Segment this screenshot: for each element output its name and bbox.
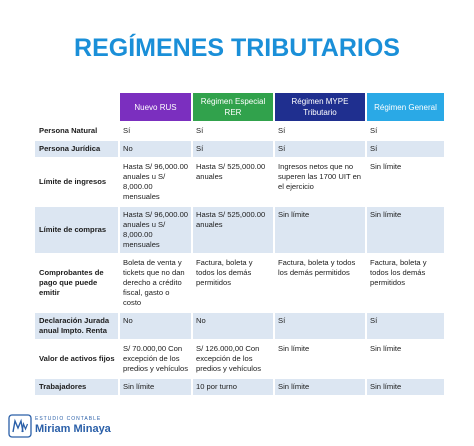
table-cell: Sin límite — [275, 207, 365, 253]
table-row — [35, 207, 444, 253]
page-title: REGÍMENES TRIBUTARIOS — [74, 34, 400, 62]
table-cell: S/ 70.000,00 Con excepción de los predios y vehículos — [120, 341, 191, 377]
table-row — [35, 123, 444, 139]
header-row — [35, 93, 444, 121]
row-label: Trabajadores — [35, 379, 118, 395]
table-cell: Sí — [275, 123, 365, 139]
header-blank — [35, 93, 118, 121]
header-nuevo-rus: Nuevo RUS — [120, 93, 191, 121]
row-label: Persona Natural — [35, 123, 118, 139]
table-cell: Sin límite — [120, 379, 191, 395]
logo-subtitle: ESTUDIO CONTABLE — [35, 416, 102, 422]
logo-name: Miriam Minaya — [35, 423, 111, 435]
table-cell: Sí — [120, 123, 191, 139]
table-cell: Hasta S/ 96,000.00 anuales u S/ 8,000.00 mensuales — [120, 207, 191, 253]
table-cell: Sí — [275, 141, 365, 157]
row-label: Comprobantes de pago que puede emitir — [35, 255, 118, 311]
table-cell: Hasta S/ 96,000.00 anuales u S/ 8,000.00 mensuales — [120, 159, 191, 205]
table-cell: Sí — [367, 313, 444, 339]
table-cell: Factura, boleta y todos los demás permitidos — [193, 255, 273, 311]
header-mype: Régimen MYPE Tributario — [275, 93, 365, 121]
row-label: Valor de activos fijos — [35, 341, 118, 377]
row-label: Límite de ingresos — [35, 159, 118, 205]
table-cell: Hasta S/ 525,000.00 anuales — [193, 159, 273, 205]
table-cell: Factura, boleta y todos los demás permitidos — [275, 255, 365, 311]
table-cell: Ingresos netos que no superen las 1700 UIT en el ejercicio — [275, 159, 365, 205]
table-cell: S/ 126.000,00 Con excepción de los predios y vehículos — [193, 341, 273, 377]
table-cell: Sin límite — [367, 207, 444, 253]
table-cell: No — [193, 313, 273, 339]
company-logo — [8, 414, 148, 440]
table-cell: Hasta S/ 525,000.00 anuales — [193, 207, 273, 253]
header-general: Régimen General — [367, 93, 444, 121]
table-row — [35, 313, 444, 339]
table-cell: No — [120, 141, 191, 157]
table-row — [35, 379, 444, 395]
row-label: Persona Jurídica — [35, 141, 118, 157]
table-cell: Sin límite — [275, 341, 365, 377]
table-cell: Sin límite — [367, 159, 444, 205]
table-cell: 10 por turno — [193, 379, 273, 395]
table-cell: Sí — [193, 123, 273, 139]
table-cell: Sin límite — [367, 341, 444, 377]
table-row — [35, 255, 444, 311]
table-cell: Sí — [193, 141, 273, 157]
mm-monogram-icon — [8, 414, 32, 438]
table-row — [35, 141, 444, 157]
table-cell: No — [120, 313, 191, 339]
table-cell: Factura, boleta y todos los demás permitidos — [367, 255, 444, 311]
table-cell: Sí — [367, 141, 444, 157]
table-cell: Sí — [275, 313, 365, 339]
table-row — [35, 341, 444, 377]
table-row — [35, 159, 444, 205]
row-label: Declaración Jurada anual Impto. Renta — [35, 313, 118, 339]
table-cell: Sí — [367, 123, 444, 139]
table-cell: Sin límite — [275, 379, 365, 395]
table-cell: Sin límite — [367, 379, 444, 395]
table-cell: Boleta de venta y tickets que no dan derecho a crédito fiscal, gasto o costo — [120, 255, 191, 311]
row-label: Límite de compras — [35, 207, 118, 253]
header-rer: Régimen Especial RER — [193, 93, 273, 121]
regimes-table — [33, 91, 446, 397]
